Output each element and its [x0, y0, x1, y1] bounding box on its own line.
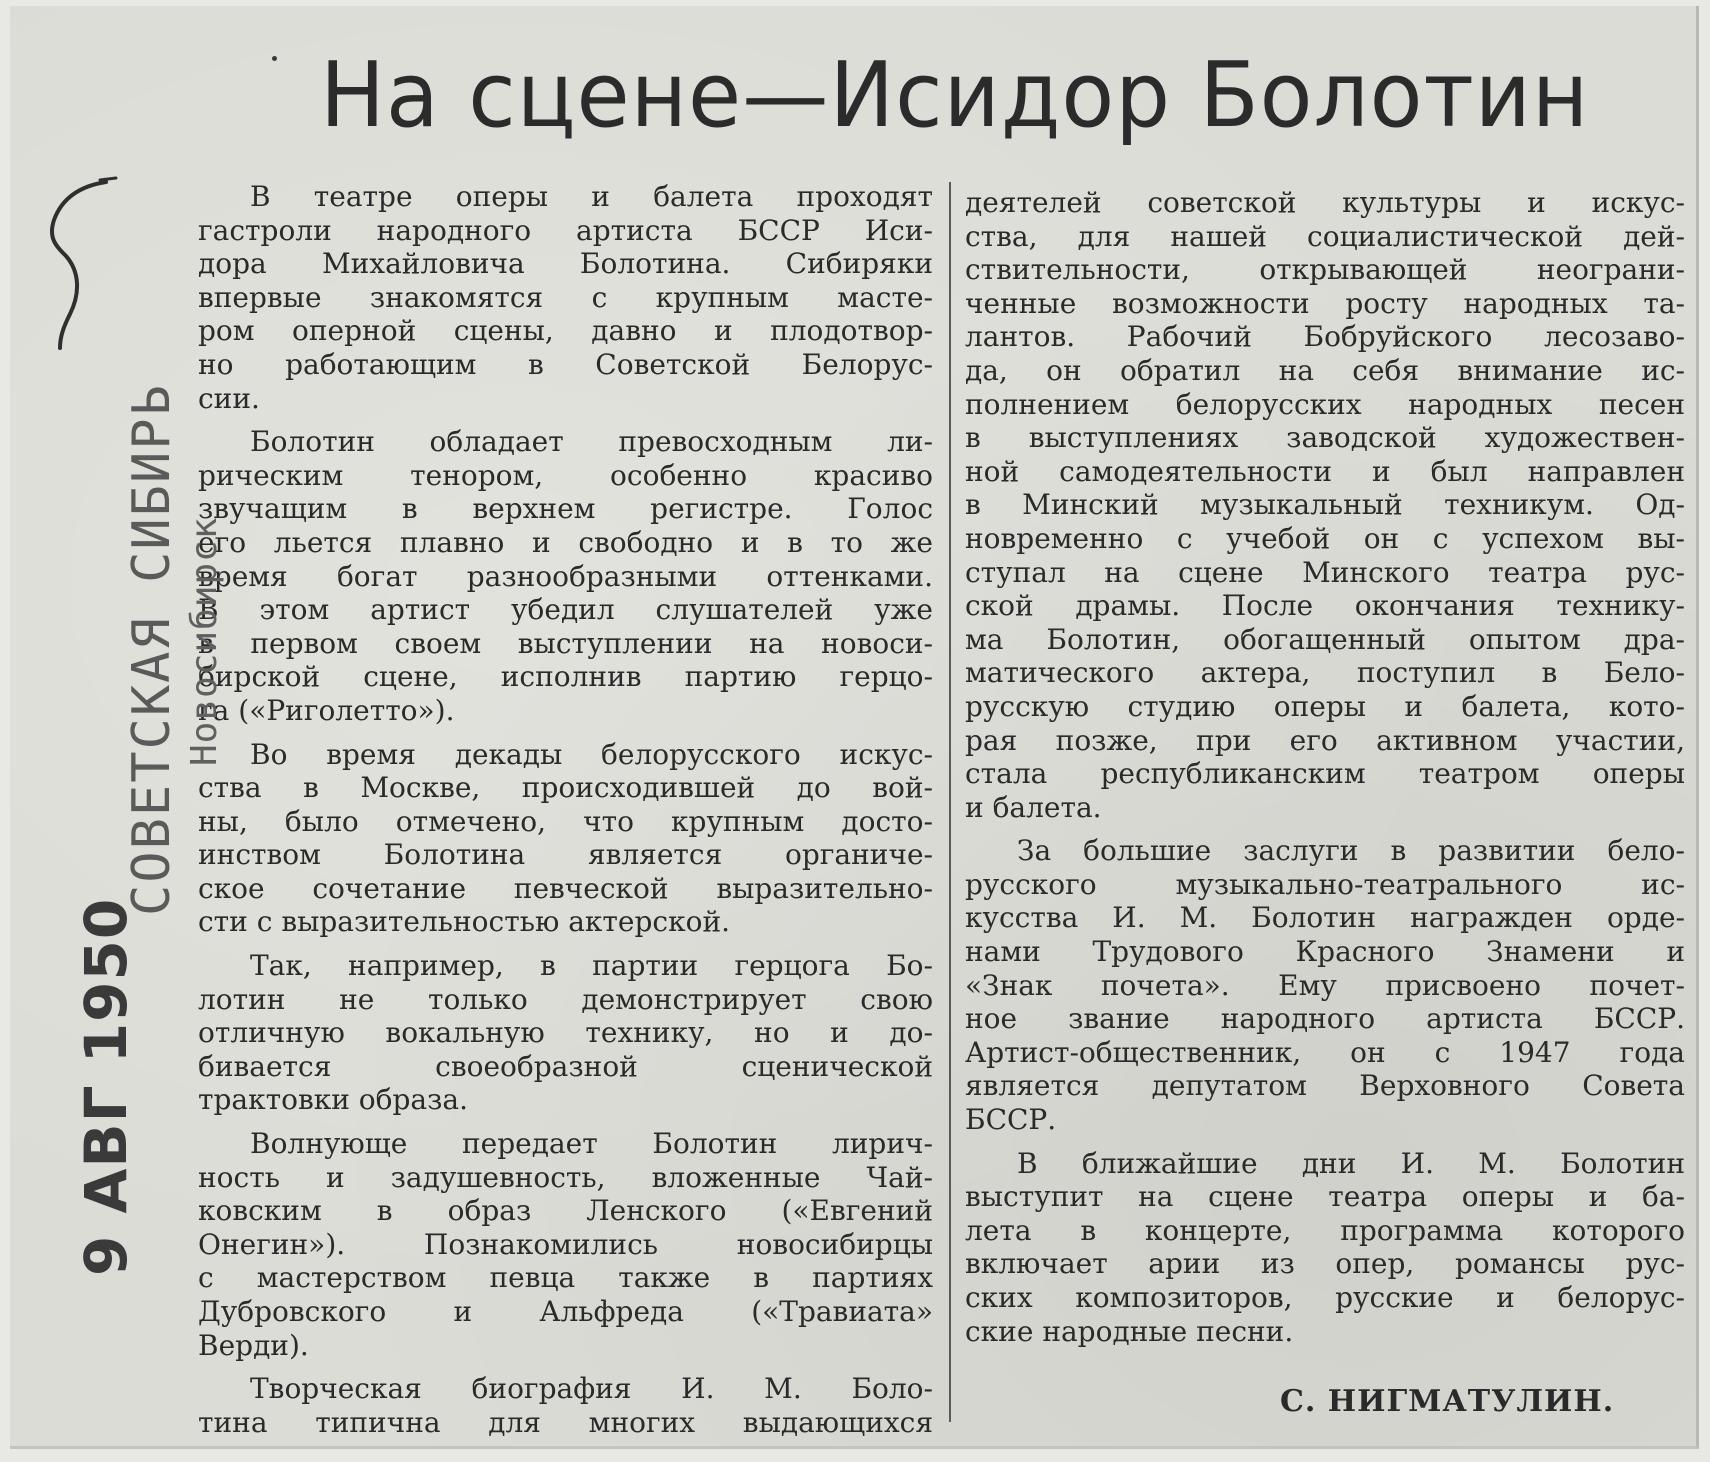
text-line: В ближайшие дни И. М. Болотин	[1017, 1146, 1685, 1180]
text-line: лотин не только демонстрирует свою	[198, 982, 933, 1016]
paragraph-gap	[198, 1362, 933, 1372]
text-line: и балета.	[965, 790, 1102, 824]
text-line: Болотин обладает превосходным ли-	[250, 425, 933, 459]
text-line: русскую студию оперы и балета, кото-	[965, 689, 1685, 723]
handwritten-five-icon	[40, 176, 120, 356]
text-line: ской драмы. После окончания технику-	[965, 589, 1685, 623]
date-stamp: 9 АВГ 1950	[72, 897, 140, 1276]
paragraph-gap	[965, 1137, 1685, 1147]
text-line: да, он обратил на себя внимание ис-	[965, 353, 1685, 387]
text-line: звучащим в верхнем регистре. Голос	[198, 492, 933, 526]
text-line: ченные возможности росту народных та-	[965, 286, 1685, 320]
text-line: инством Болотина является органиче-	[198, 838, 933, 872]
text-line: с мастерством певца также в партиях	[198, 1261, 933, 1295]
text-line: русского музыкально-театрального ис-	[965, 867, 1685, 901]
text-line: ские народные песни.	[965, 1314, 1294, 1348]
text-line: ства, для нашей социалистической дей-	[965, 219, 1685, 253]
text-line: Верди).	[198, 1328, 309, 1362]
paragraph-gap	[965, 824, 1685, 834]
text-line: стала республиканским театром оперы	[965, 757, 1685, 791]
text-line: полнением белорусских народных песен	[965, 387, 1685, 421]
text-line: лета в концерте, программа которого	[965, 1213, 1685, 1247]
text-line: время богат разнообразными оттенками.	[198, 559, 933, 593]
text-line: ступал на сцене Минского театра рус-	[965, 555, 1685, 589]
text-line: «Знак почета». Ему присвоено почет-	[965, 968, 1685, 1002]
text-line: ны, было отмечено, что крупным досто-	[198, 804, 933, 838]
text-line: га («Риголетто»).	[198, 693, 455, 727]
text-line: впервые знакомятся с крупным масте-	[198, 280, 933, 314]
text-line: ковским в образ Ленского («Евгений	[198, 1194, 933, 1228]
text-line: БССР.	[965, 1103, 1057, 1137]
text-line: дора Михайловича Болотина. Сибиряки	[198, 247, 933, 281]
text-line: Так, например, в партии герцога Бо-	[250, 949, 933, 983]
text-line: но работающим в Советской Белорус-	[198, 347, 933, 381]
paragraph-gap	[198, 939, 933, 949]
text-line: матического актера, поступил в Бело-	[965, 656, 1685, 690]
ink-dot	[272, 56, 277, 61]
text-line: Во время декады белорусского искус-	[250, 737, 933, 771]
text-line: Онегин»). Познакомились новосибирцы	[198, 1227, 933, 1261]
text-line: сти с выразительностью актерской.	[198, 905, 730, 939]
text-line: в Минский музыкальный техникум. Од-	[965, 488, 1685, 522]
text-line: кусства И. М. Болотин награжден орде-	[965, 901, 1685, 935]
text-line: его льется плавно и свободно и в то же	[198, 525, 933, 559]
text-line: нами Трудового Красного Знамени и	[965, 935, 1685, 969]
text-line: Дубровского и Альфреда («Травиата»	[198, 1295, 933, 1328]
text-line: ства в Москве, происходившей до вой-	[198, 771, 933, 805]
city-stamp: Новосибирск	[184, 516, 225, 766]
text-line: сии.	[198, 381, 260, 415]
text-line: рическим тенором, особенно красиво	[198, 458, 933, 492]
text-line: Волнующе передает Болотин лирич-	[250, 1127, 933, 1161]
text-line: в выступлениях заводской художествен-	[965, 421, 1685, 455]
text-line: ром оперной сцены, давно и плодотвор-	[198, 314, 933, 348]
text-line: ной самодеятельности и был направлен	[965, 454, 1685, 488]
text-line: ма Болотин, обогащенный опытом дра-	[965, 622, 1685, 656]
column-divider	[949, 182, 951, 1422]
text-line: лантов. Рабочий Бобруйского лесозаво-	[965, 320, 1685, 354]
text-line: Артист-общественник, он с 1947 года	[965, 1035, 1685, 1069]
paragraph-gap	[198, 1117, 933, 1127]
newspaper-stamp: СОВЕТСКАЯ СИБИРЬ	[122, 383, 182, 916]
text-line: отличную вокальную технику, но и до-	[198, 1016, 933, 1050]
text-line: включает арии из опер, романсы рус-	[965, 1247, 1685, 1281]
paragraph-gap	[198, 415, 933, 425]
author-signature: С. НИГМАТУЛИН.	[1280, 1384, 1615, 1419]
text-line: рая позже, при его активном участии,	[965, 723, 1685, 757]
text-line: бирской сцене, исполнив партию герцо-	[198, 660, 933, 694]
text-line: трактовки образа.	[198, 1083, 468, 1117]
text-line: В театре оперы и балета проходят	[250, 180, 933, 213]
text-line: новременно с учебой он с успехом вы-	[965, 521, 1685, 555]
text-line: деятелей советской культуры и искус-	[965, 186, 1685, 219]
left-column	[198, 180, 933, 1439]
paragraph-gap	[198, 728, 933, 738]
text-line: бивается своеобразной сценической	[198, 1049, 933, 1083]
text-line: ствительности, открывающей неограни-	[965, 253, 1685, 287]
text-line: тина типична для многих выдающихся	[198, 1405, 933, 1439]
text-line: ское сочетание певческой выразительно-	[198, 871, 933, 905]
right-column	[965, 186, 1685, 1348]
article-headline: На сцене—Исидор Болотин	[320, 43, 1590, 148]
text-line: гастроли народного артиста БССР Иси-	[198, 213, 933, 247]
text-line: выступит на сцене театра оперы и ба-	[965, 1180, 1685, 1214]
text-line: ное звание народного артиста БССР.	[965, 1002, 1685, 1036]
text-line: Творческая биография И. М. Боло-	[250, 1372, 933, 1406]
text-line: ских композиторов, русские и белорус-	[965, 1281, 1685, 1314]
text-line: В этом артист убедил слушателей уже	[198, 593, 933, 627]
text-line: За большие заслуги в развитии бело-	[1017, 834, 1685, 868]
text-line: в первом своем выступлении на новоси-	[198, 626, 933, 660]
newspaper-clipping	[10, 6, 1699, 1449]
text-line: является депутатом Верховного Совета	[965, 1069, 1685, 1103]
text-line: ность и задушевность, вложенные Чай-	[198, 1160, 933, 1194]
